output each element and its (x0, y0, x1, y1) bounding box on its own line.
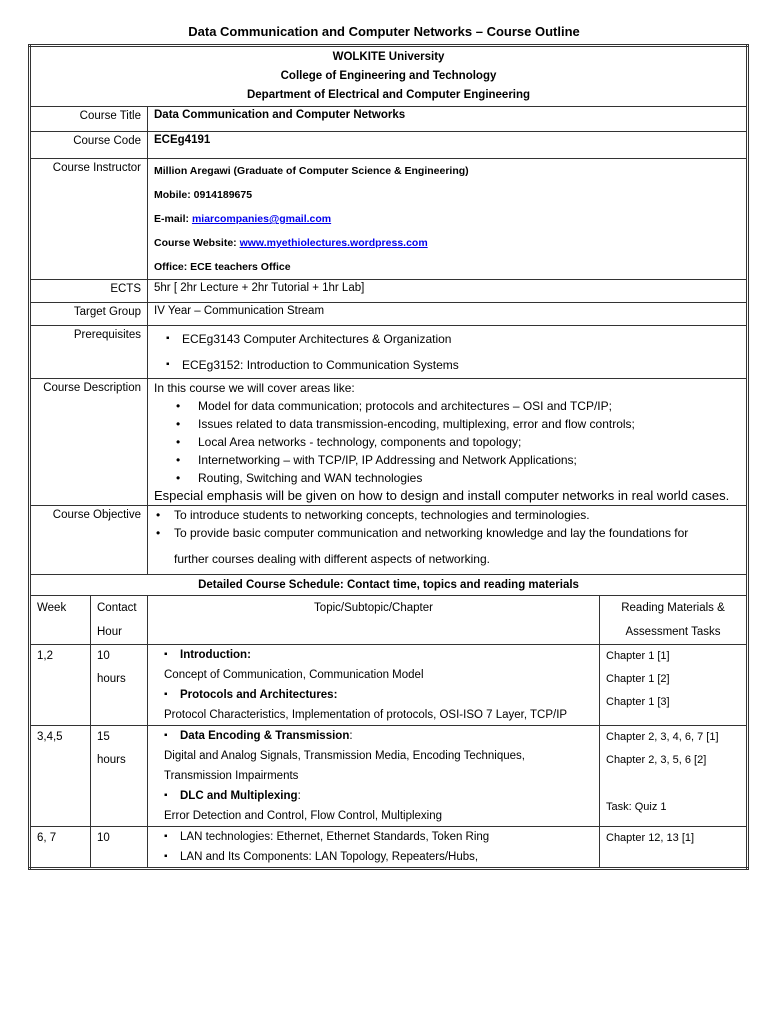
list-item: • Issues related to data transmission-encoding, multiplexing, error and flow controls; (176, 415, 740, 433)
target-group-label: Target Group (30, 303, 148, 326)
instructor-row (30, 159, 748, 280)
course-title-value: Data Communication and Computer Networks (148, 107, 748, 132)
objective-label: Course Objective (30, 506, 148, 575)
objective-value (148, 506, 748, 575)
topic-text: Protocol Characteristics, Implementation of protocols, OSI-ISO 7 Layer, TCP/IP (164, 709, 568, 721)
target-group-row (30, 303, 748, 326)
topic-text: Digital and Analog Signals, Transmission Media, Encoding Techniques, Transmission Impairments (164, 750, 525, 782)
instructor-label: Course Instructor (30, 159, 148, 280)
topic-heading-text: Data Encoding & Transmission (180, 730, 350, 742)
schedule-header-row (30, 596, 748, 645)
college-name: College of Engineering and Technology (280, 70, 497, 82)
topic-text: Concept of Communication, Communication Model (164, 669, 424, 681)
contact-cell (91, 645, 148, 726)
topic-cell (148, 726, 600, 827)
topic-heading: ▪ Protocols and Architectures: (164, 685, 593, 705)
objective-list (154, 506, 740, 542)
header-row (30, 46, 748, 107)
ects-row (30, 280, 748, 303)
table-row (30, 645, 748, 726)
topic-cell (148, 645, 600, 726)
course-code-row (30, 132, 748, 159)
col-contact-line2: Hour (97, 626, 122, 638)
week-cell: 3,4,5 (30, 726, 91, 827)
website-link[interactable]: www.myethiolectures.wordpress.com (239, 237, 428, 249)
reading-cell (600, 726, 748, 827)
topic-heading (164, 786, 593, 806)
col-week-header: Week (30, 596, 91, 645)
contact-hours: 15 (97, 731, 110, 743)
col-contact-header (91, 596, 148, 645)
topic-heading (164, 726, 593, 746)
reading-item: Chapter 1 [1] (606, 650, 670, 662)
email-label: E-mail: (154, 213, 192, 225)
course-code-label: Course Code (30, 132, 148, 159)
description-row (30, 379, 748, 506)
ects-label: ECTS (30, 280, 148, 303)
topic-heading: ▪ Introduction: (164, 645, 593, 665)
document-title: Data Communication and Computer Networks – Course Outline (188, 24, 580, 39)
topic-text: ▪ LAN and Its Components: LAN Topology, Repeaters/Hubs, (164, 847, 593, 867)
table-row (30, 827, 748, 869)
institution-header (30, 46, 748, 107)
topic-heading-colon: : (297, 790, 301, 802)
instructor-email-line (154, 207, 740, 231)
reading-item: Chapter 2, 3, 4, 6, 7 [1] (606, 731, 719, 743)
instructor-office: Office: ECE teachers Office (154, 261, 291, 273)
topic-text: Error Detection and Control, Flow Control, Multiplexing (164, 810, 443, 822)
description-list (154, 397, 740, 487)
schedule-title: Detailed Course Schedule: Contact time, topics and reading materials (30, 575, 748, 596)
university-name: WOLKITE University (332, 51, 445, 63)
schedule-title-row (30, 575, 748, 596)
reading-cell (600, 645, 748, 726)
list-item: • Local Area networks - technology, components and topology; (176, 433, 740, 451)
prerequisites-row (30, 326, 748, 379)
contact-cell (91, 827, 148, 869)
contact-hours: 10 (97, 650, 110, 662)
list-item: ▪ ECEg3143 Computer Architectures & Organization (166, 326, 740, 352)
description-label: Course Description (30, 379, 148, 506)
instructor-name: Million Aregawi (Graduate of Computer Science & Engineering) (154, 165, 469, 177)
list-item: • Internetworking – with TCP/IP, IP Addressing and Network Applications; (176, 451, 740, 469)
contact-unit: hours (97, 673, 126, 685)
week-cell: 1,2 (30, 645, 91, 726)
instructor-details (148, 159, 748, 280)
col-topic-header: Topic/Subtopic/Chapter (148, 596, 600, 645)
website-label: Course Website: (154, 237, 240, 249)
reading-item: Chapter 2, 3, 5, 6 [2] (606, 754, 707, 766)
course-outline-table (28, 44, 749, 870)
col-reading-line1: Reading Materials & (621, 602, 725, 614)
description-emphasis: Especial emphasis will be given on how to design and install computer networks in real world cases. (154, 488, 730, 503)
prerequisites-list (154, 326, 740, 378)
reading-item: Chapter 12, 13 [1] (606, 832, 695, 844)
target-group-value: IV Year – Communication Stream (148, 303, 748, 326)
department-name: Department of Electrical and Computer Engineering (246, 89, 531, 101)
objective-row (30, 506, 748, 575)
contact-cell (91, 726, 148, 827)
col-reading-line2: Assessment Tasks (625, 626, 721, 638)
instructor-website-line (154, 231, 740, 255)
course-code-value: ECEg4191 (148, 132, 748, 159)
prerequisites-value (148, 326, 748, 379)
assessment-task: Task: Quiz 1 (606, 801, 667, 813)
instructor-mobile: Mobile: 0914189675 (154, 189, 253, 201)
topic-heading-colon: : (349, 730, 353, 742)
topic-heading-text: DLC and Multiplexing (180, 790, 298, 802)
list-item: • To introduce students to networking concepts, technologies and terminologies. (154, 506, 740, 524)
contact-hours: 10 (97, 832, 110, 844)
list-item: • To provide basic computer communication and networking knowledge and lay the foundations for (154, 524, 740, 542)
email-link[interactable]: miarcompanies@gmail.com (191, 213, 332, 225)
list-item: • Routing, Switching and WAN technologies (176, 469, 740, 487)
list-item: ▪ ECEg3152: Introduction to Communication Systems (166, 352, 740, 378)
topic-text: ▪ LAN technologies: Ethernet, Ethernet Standards, Token Ring (164, 827, 593, 847)
col-reading-header (600, 596, 748, 645)
course-title-row (30, 107, 748, 132)
reading-item: Chapter 1 [3] (606, 696, 670, 708)
prerequisites-label: Prerequisites (30, 326, 148, 379)
description-value (148, 379, 748, 506)
objective-continuation: further courses dealing with different aspects of networking. (174, 552, 490, 566)
topic-cell (148, 827, 600, 869)
reading-cell (600, 827, 748, 869)
ects-value: 5hr [ 2hr Lecture + 2hr Tutorial + 1hr Lab] (148, 280, 748, 303)
week-cell: 6, 7 (30, 827, 91, 869)
table-row (30, 726, 748, 827)
list-item: • Model for data communication; protocols and architectures – OSI and TCP/IP; (176, 397, 740, 415)
reading-item: Chapter 1 [2] (606, 673, 670, 685)
description-intro: In this course we will cover areas like: (154, 381, 355, 395)
course-title-label: Course Title (30, 107, 148, 132)
contact-unit: hours (97, 754, 126, 766)
col-contact-line1: Contact (97, 602, 137, 614)
